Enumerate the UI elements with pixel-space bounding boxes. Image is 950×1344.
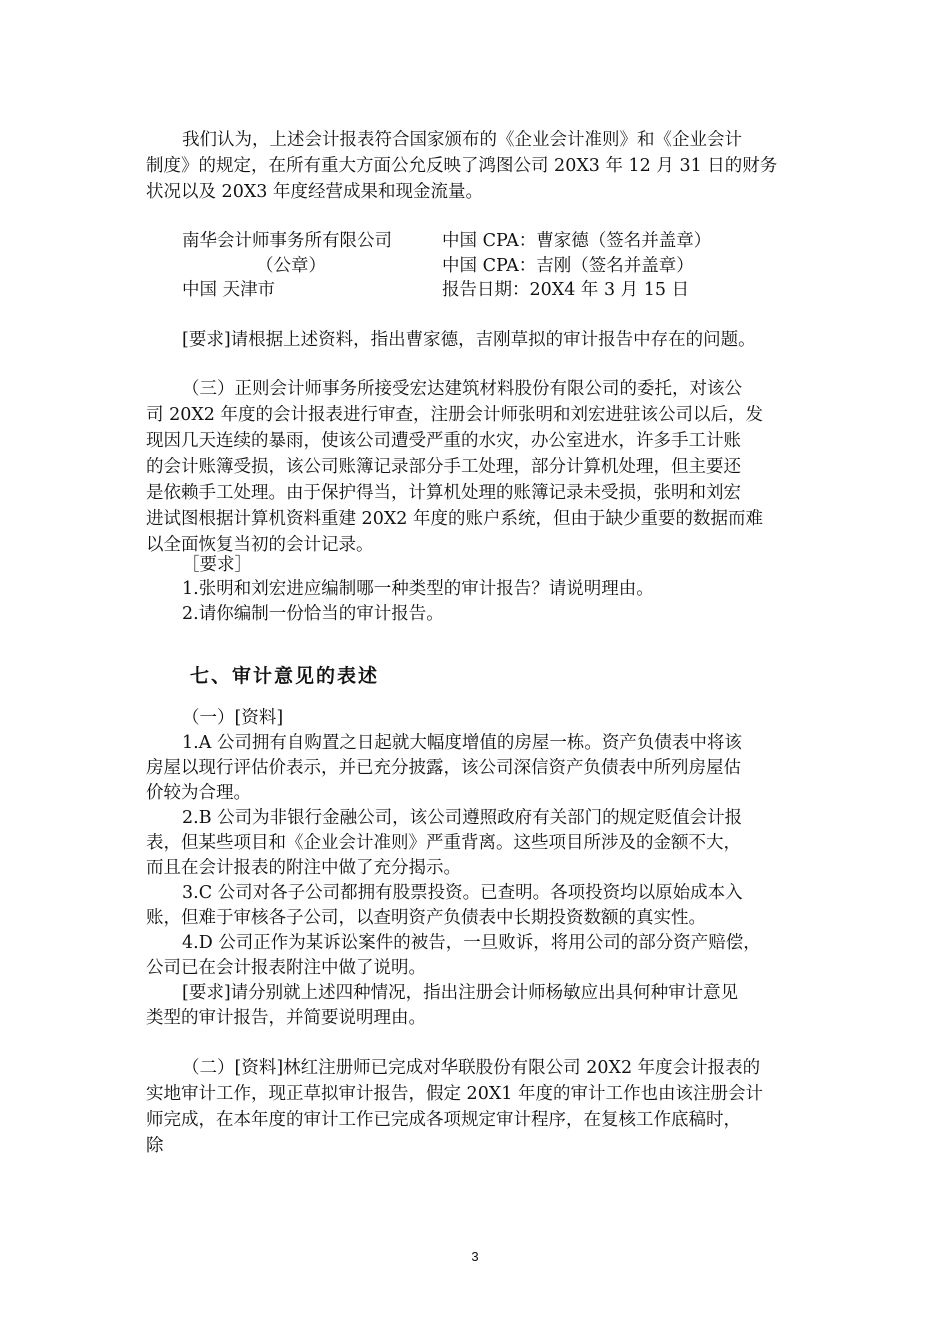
text-line: 实地审计工作，现正草拟审计报告，假定 20X1 年度的审计工作也由该注册会计: [146, 1084, 763, 1104]
text-line: 我们认为，上述会计报表符合国家颁布的《企业会计准则》和《企业会计: [182, 130, 742, 150]
text-line: 4.D 公司正作为某诉讼案件的被告，一旦败诉，将用公司的部分资产赔偿，: [182, 933, 761, 953]
text-line: 师完成，在本年度的审计工作已完成各项规定审计程序，在复核工作底稿时，: [146, 1110, 741, 1130]
text-line: [要求]请分别就上述四种情况，指出注册会计师杨敏应出具何种审计意见: [182, 983, 739, 1003]
text-line: 进试图根据计算机资料重建 20X2 年度的账户系统，但由于缺少重要的数据而难: [146, 509, 763, 529]
text-line: 以全面恢复当初的会计记录。: [146, 535, 374, 555]
text-line: 表，但某些项目和《企业会计准则》严重背离。这些项目所涉及的金额不大，: [146, 833, 741, 853]
text-line: 是依赖手工处理。由于保护得当，计算机处理的账簿记录未受损，张明和刘宏: [146, 483, 741, 503]
text-line: 2.B 公司为非银行金融公司，该公司遵照政府有关部门的规定贬值会计报: [182, 808, 743, 828]
text-line: （二）[资料]林红注册师已完成对华联股份有限公司 20X2 年度会计报表的: [182, 1058, 761, 1078]
text-line: 制度》的规定，在所有重大方面公允反映了鸿图公司 20X3 年 12 月 31 日的财务: [146, 156, 778, 176]
text-line: 1.A 公司拥有自购置之日起就大幅度增值的房屋一栋。资产负债表中将该: [182, 733, 742, 753]
text-line: 司 20X2 年度的会计报表进行审查，注册会计师张明和刘宏进驻该公司以后，发: [146, 405, 763, 425]
text-line: 账，但难于审核各子公司，以查明资产负债表中长期投资数额的真实性。: [146, 908, 706, 928]
question-item: 1.张明和刘宏进应编制哪一种类型的审计报告？请说明理由。: [182, 579, 654, 599]
text-line: 类型的审计报告，并简要说明理由。: [146, 1008, 426, 1028]
cpa-signature-1: 中国 CPA：曹家德（签名并盖章）: [442, 231, 712, 251]
text-line: 状况以及 20X3 年度经营成果和现金流量。: [146, 182, 483, 202]
firm-seal: （公章）: [256, 256, 326, 276]
text-line: （三）正则会计师事务所接受宏达建筑材料股份有限公司的委托，对该公: [182, 379, 742, 399]
text-line: 3.C 公司对各子公司都拥有股票投资。已查明。各项投资均以原始成本入: [182, 883, 743, 903]
case-label: （一）[资料]: [182, 708, 284, 728]
report-date: 报告日期：20X4 年 3 月 15 日: [442, 280, 690, 300]
text-line: 的会计账簿受损，该公司账簿记录部分手工处理，部分计算机处理，但主要还: [146, 457, 741, 477]
cpa-signature-2: 中国 CPA：吉刚（签名并盖章）: [442, 256, 694, 276]
requirement-label: ［要求］: [182, 555, 252, 575]
page-number: 3: [471, 1249, 479, 1264]
requirement-text: [要求]请根据上述资料，指出曹家德，吉刚草拟的审计报告中存在的问题。: [182, 330, 756, 350]
section-heading: 七、审计意见的表述: [190, 665, 380, 687]
text-line: 而且在会计报表的附注中做了充分揭示。: [146, 858, 461, 878]
text-line: 价较为合理。: [146, 783, 251, 803]
text-line: 公司已在会计报表附注中做了说明。: [146, 958, 426, 978]
text-line: 除: [146, 1136, 164, 1156]
text-line: 房屋以现行评估价表示，并已充分披露，该公司深信资产负债表中所列房屋估: [146, 758, 741, 778]
question-item: 2.请你编制一份恰当的审计报告。: [182, 604, 444, 624]
firm-name: 南华会计师事务所有限公司: [182, 231, 392, 251]
text-line: 现因几天连续的暴雨，使该公司遭受严重的水灾，办公室进水，许多手工计账: [146, 431, 741, 451]
firm-location: 中国 天津市: [182, 280, 276, 300]
